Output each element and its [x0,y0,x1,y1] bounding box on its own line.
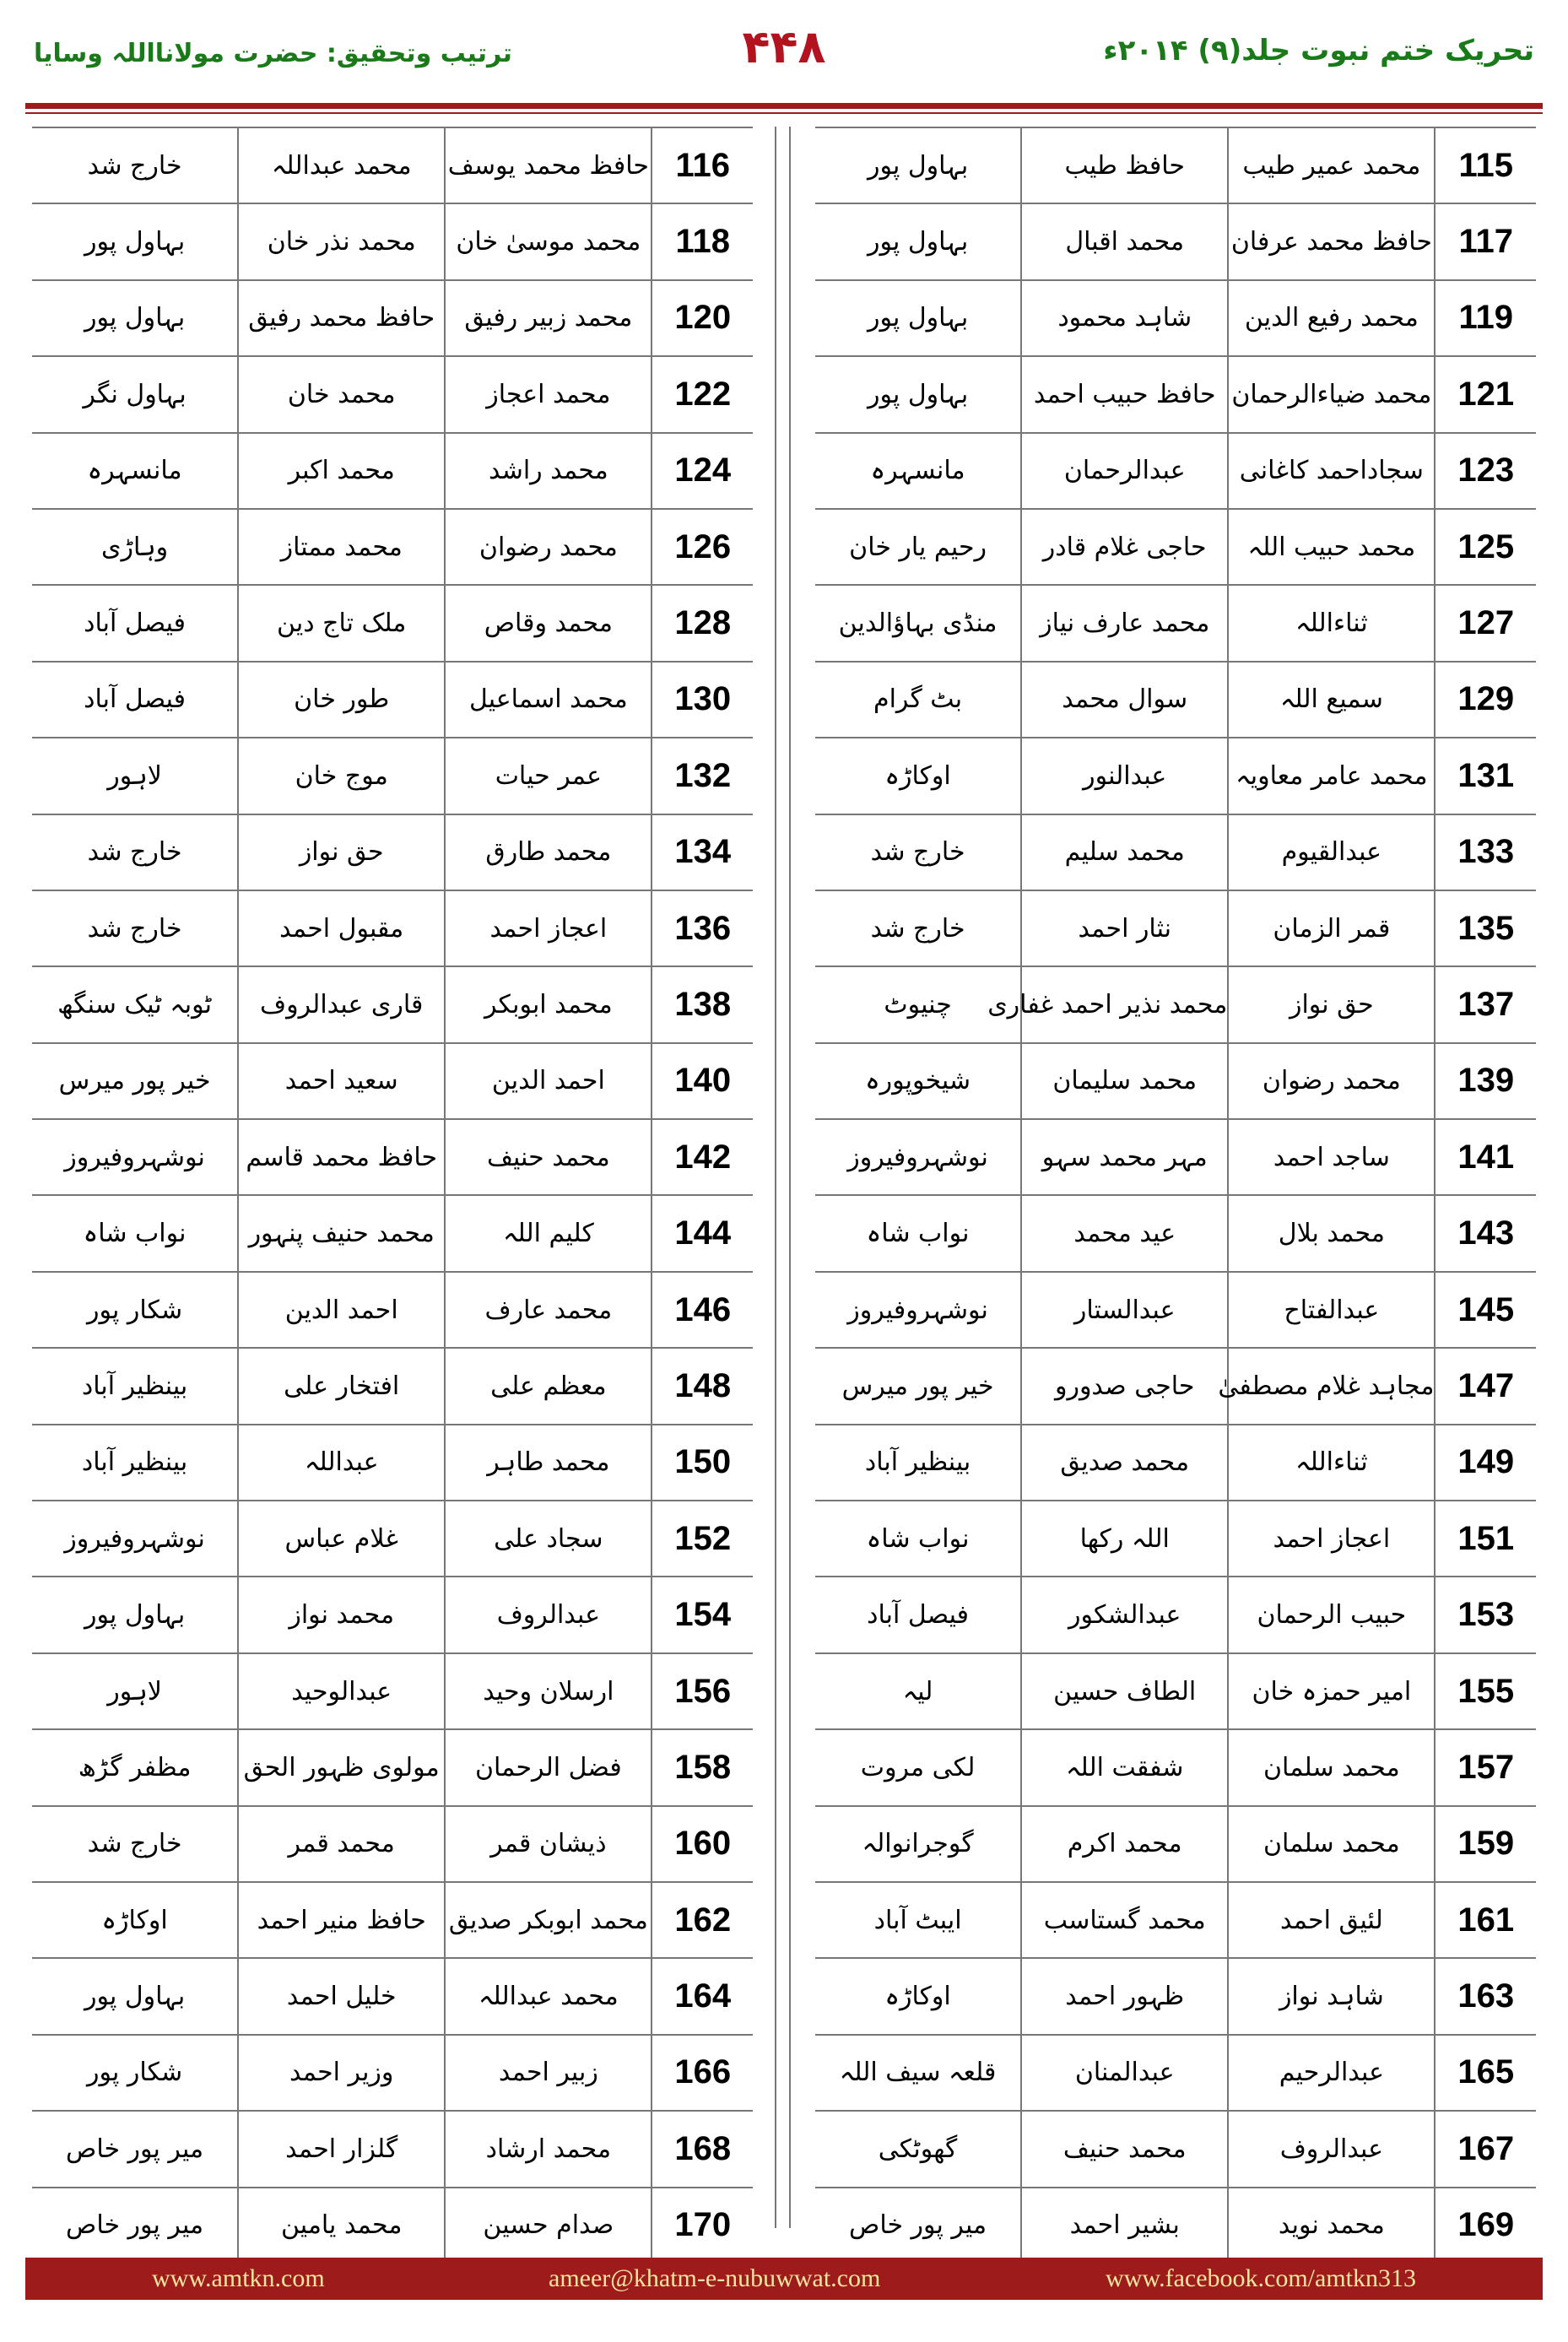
cell-name: ساجد احمد [1228,1119,1435,1195]
table-row [32,1577,753,1652]
table-right [815,127,1536,2264]
cell-serial-number: 136 [652,890,753,966]
cell-city: خارج شد [32,890,238,966]
cell-name: محمد رضوان [445,509,652,585]
table-row [815,1119,1536,1195]
table-row [815,814,1536,890]
table-row [815,1043,1536,1119]
cell-city: وہاڑی [32,509,238,585]
table-row [815,1425,1536,1501]
cell-name: محمد زبیر رفیق [445,280,652,356]
cell-father-name: حافظ حبیب احمد [1021,356,1228,432]
cell-city: ایبٹ آباد [815,1882,1021,1958]
table-row [32,356,753,432]
cell-serial-number: 145 [1435,1272,1536,1348]
table-row [32,509,753,585]
cell-serial-number: 163 [1435,1958,1536,2034]
cell-serial-number: 144 [652,1195,753,1271]
cell-serial-number: 126 [652,509,753,585]
table-row [32,890,753,966]
cell-serial-number: 119 [1435,280,1536,356]
table-row [32,738,753,814]
cell-father-name: مولوی ظہور الحق [238,1729,445,1805]
cell-father-name: حافظ محمد قاسم [238,1119,445,1195]
cell-city: بہاول پور [815,203,1021,279]
cell-serial-number: 146 [652,1272,753,1348]
cell-city: فیصل آباد [32,585,238,661]
cell-name: محمد نوید [1228,2188,1435,2264]
cell-city: بہاول پور [815,127,1021,203]
cell-name: شاہد نواز [1228,1958,1435,2034]
table-row [815,1882,1536,1958]
cell-name: فضل الرحمان [445,1729,652,1805]
cell-father-name: احمد الدین [238,1272,445,1348]
table-row [815,509,1536,585]
cell-serial-number: 122 [652,356,753,432]
cell-father-name: عبدالرحمان [1021,433,1228,509]
cell-name: عبدالرحیم [1228,2035,1435,2111]
table-row [32,1958,753,2034]
table-row [32,127,753,203]
table-row [815,1348,1536,1424]
cell-serial-number: 137 [1435,966,1536,1042]
cell-serial-number: 166 [652,2035,753,2111]
cell-city: نوشہروفیروز [32,1119,238,1195]
cell-father-name: عبدالمنان [1021,2035,1228,2111]
cell-name: لئیق احمد [1228,1882,1435,1958]
cell-serial-number: 134 [652,814,753,890]
cell-city: نوشہروفیروز [815,1272,1021,1348]
cell-name: محمد رفیع الدین [1228,280,1435,356]
cell-city: خارج شد [32,814,238,890]
cell-father-name: اللہ رکھا [1021,1501,1228,1577]
cell-name: ثناءاللہ [1228,585,1435,661]
cell-serial-number: 159 [1435,1806,1536,1882]
cell-father-name: محمد ممتاز [238,509,445,585]
cell-city: اوکاڑہ [815,738,1021,814]
cell-father-name: وزیر احمد [238,2035,445,2111]
cell-serial-number: 132 [652,738,753,814]
cell-father-name: عبدالشکور [1021,1577,1228,1652]
cell-father-name: ظہور احمد [1021,1958,1228,2034]
table-row [815,662,1536,738]
table-row [32,814,753,890]
cell-serial-number: 160 [652,1806,753,1882]
cell-father-name: محمد سلیمان [1021,1043,1228,1119]
cell-serial-number: 115 [1435,127,1536,203]
book-title: تحریک ختم نبوت جلد(۹) ۲۰۱۴ء [1103,34,1534,68]
cell-city: ٹوبہ ٹیک سنگھ [32,966,238,1042]
cell-name: صدام حسین [445,2188,652,2264]
cell-serial-number: 124 [652,433,753,509]
cell-city: میر پور خاص [32,2188,238,2264]
cell-city: چنیوٹ [815,966,1021,1042]
table-row [815,1729,1536,1805]
cell-city: خیر پور میرس [815,1348,1021,1424]
compiler-credit: ترتیب وتحقیق: حضرت مولانااللہ وسایا [34,39,512,68]
cell-serial-number: 157 [1435,1729,1536,1805]
table-row [815,1577,1536,1652]
cell-serial-number: 117 [1435,203,1536,279]
cell-city: لاہور [32,1653,238,1729]
cell-city: بہاول پور [32,280,238,356]
cell-city: بہاول پور [32,1958,238,2034]
cell-city: رحیم یار خان [815,509,1021,585]
cell-name: احمد الدین [445,1043,652,1119]
cell-city: شکار پور [32,1272,238,1348]
table-row [815,2188,1536,2264]
cell-name: محمد اعجاز [445,356,652,432]
cell-father-name: عبداللہ [238,1425,445,1501]
cell-serial-number: 168 [652,2111,753,2187]
cell-father-name: موج خان [238,738,445,814]
cell-city: گھوٹکی [815,2111,1021,2187]
cell-name: عبدالروف [1228,2111,1435,2187]
cell-serial-number: 156 [652,1653,753,1729]
cell-father-name: محمد نذر خان [238,203,445,279]
cell-serial-number: 128 [652,585,753,661]
cell-father-name: محمد حنیف پنہور [238,1195,445,1271]
cell-city: خارج شد [815,814,1021,890]
cell-city: بہاول پور [815,356,1021,432]
cell-name: حافظ محمد عرفان [1228,203,1435,279]
table-row [815,1195,1536,1271]
cell-city: میر پور خاص [815,2188,1021,2264]
cell-name: محمد حنیف [445,1119,652,1195]
cell-serial-number: 153 [1435,1577,1536,1652]
cell-city: خیر پور میرس [32,1043,238,1119]
table-row [32,585,753,661]
cell-name: محمد راشد [445,433,652,509]
cell-name: اعجاز احمد [445,890,652,966]
cell-city: شیخوپورہ [815,1043,1021,1119]
cell-city: بٹ گرام [815,662,1021,738]
cell-father-name: بشیر احمد [1021,2188,1228,2264]
cell-father-name: عید محمد [1021,1195,1228,1271]
cell-father-name: شاہد محمود [1021,280,1228,356]
cell-serial-number: 165 [1435,2035,1536,2111]
cell-father-name: عبدالنور [1021,738,1228,814]
cell-city: خارج شد [32,1806,238,1882]
table-row [815,1501,1536,1577]
cell-name: قمر الزمان [1228,890,1435,966]
table-row [32,2035,753,2111]
cell-serial-number: 148 [652,1348,753,1424]
cell-city: نوشہروفیروز [32,1501,238,1577]
cell-city: منڈی بہاؤالدین [815,585,1021,661]
cell-father-name: حاجی صدورو [1021,1348,1228,1424]
cell-city: بہاول نگر [32,356,238,432]
cell-name: معظم علی [445,1348,652,1424]
table-row [32,1195,753,1271]
cell-city: لیہ [815,1653,1021,1729]
footer-facebook[interactable]: www.facebook.com/amtkn313 [1106,2264,1416,2292]
cell-father-name: محمد قمر [238,1806,445,1882]
cell-serial-number: 150 [652,1425,753,1501]
cell-name: محمد حبیب اللہ [1228,509,1435,585]
cell-father-name: گلزار احمد [238,2111,445,2187]
cell-name: محمد ابوبکر [445,966,652,1042]
cell-city: لاہور [32,738,238,814]
cell-serial-number: 118 [652,203,753,279]
cell-name: محمد طاہر [445,1425,652,1501]
cell-name: عبدالروف [445,1577,652,1652]
table-left [32,127,753,2264]
cell-city: نواب شاہ [32,1195,238,1271]
cell-name: محمد رضوان [1228,1043,1435,1119]
table-row [815,966,1536,1042]
cell-serial-number: 131 [1435,738,1536,814]
cell-city: بہاول پور [32,1577,238,1652]
cell-city: بہاول پور [815,280,1021,356]
cell-name: ذیشان قمر [445,1806,652,1882]
page-number: ۴۴۸ [742,20,826,73]
table-row [815,585,1536,661]
cell-father-name: محمد عبداللہ [238,127,445,203]
cell-father-name: طور خان [238,662,445,738]
cell-father-name: محمد نواز [238,1577,445,1652]
cell-father-name: افتخار علی [238,1348,445,1424]
cell-father-name: حق نواز [238,814,445,890]
cell-city: خارج شد [32,127,238,203]
table-row [32,280,753,356]
cell-name: ثناءاللہ [1228,1425,1435,1501]
table-row [815,2111,1536,2187]
cell-name: محمد عمیر طیب [1228,127,1435,203]
cell-city: نواب شاہ [815,1501,1021,1577]
cell-father-name: مقبول احمد [238,890,445,966]
table-row [32,1348,753,1424]
cell-father-name: محمد یامین [238,2188,445,2264]
table-row [815,1653,1536,1729]
column-divider [775,127,776,2228]
cell-name: محمد ابوبکر صدیق [445,1882,652,1958]
table-row [815,1806,1536,1882]
cell-serial-number: 133 [1435,814,1536,890]
cell-father-name: عبدالوحید [238,1653,445,1729]
table-row [815,203,1536,279]
table-row [815,127,1536,203]
table-row [32,2111,753,2187]
cell-name: اعجاز احمد [1228,1501,1435,1577]
cell-city: اوکاڑہ [32,1882,238,1958]
cell-name: عبدالقیوم [1228,814,1435,890]
footer-website[interactable]: www.amtkn.com [152,2264,325,2292]
cell-father-name: محمد نذیر احمد غفاری [1021,966,1228,1042]
cell-father-name: مہر محمد سہو [1021,1119,1228,1195]
cell-city: خارج شد [815,890,1021,966]
cell-city: فیصل آباد [32,662,238,738]
cell-serial-number: 164 [652,1958,753,2034]
cell-father-name: سعید احمد [238,1043,445,1119]
cell-serial-number: 139 [1435,1043,1536,1119]
table-row [815,738,1536,814]
cell-serial-number: 152 [652,1501,753,1577]
header-rule-thin [25,112,1543,114]
cell-city: مانسہرہ [815,433,1021,509]
cell-serial-number: 123 [1435,433,1536,509]
cell-name: محمد سلمان [1228,1806,1435,1882]
cell-father-name: محمد صدیق [1021,1425,1228,1501]
cell-name: حق نواز [1228,966,1435,1042]
cell-city: مانسہرہ [32,433,238,509]
cell-father-name: محمد عارف نیاز [1021,585,1228,661]
cell-name: حافظ محمد یوسف [445,127,652,203]
cell-name: محمد عامر معاویہ [1228,738,1435,814]
cell-serial-number: 167 [1435,2111,1536,2187]
cell-serial-number: 116 [652,127,753,203]
cell-name: حبیب الرحمان [1228,1577,1435,1652]
cell-city: نواب شاہ [815,1195,1021,1271]
cell-city: بینظیر آباد [32,1425,238,1501]
page-header [0,0,1568,118]
table-row [32,966,753,1042]
cell-father-name: محمد سلیم [1021,814,1228,890]
cell-serial-number: 120 [652,280,753,356]
cell-father-name: ملک تاج دین [238,585,445,661]
cell-father-name: خلیل احمد [238,1958,445,2034]
cell-father-name: محمد خان [238,356,445,432]
cell-father-name: عبدالستار [1021,1272,1228,1348]
cell-name: سمیع اللہ [1228,662,1435,738]
cell-serial-number: 127 [1435,585,1536,661]
cell-name: مجاہد غلام مصطفیٰ [1228,1348,1435,1424]
cell-name: محمد موسیٰ خان [445,203,652,279]
cell-serial-number: 155 [1435,1653,1536,1729]
table-row [32,1119,753,1195]
table-row [32,1729,753,1805]
cell-name: کلیم اللہ [445,1195,652,1271]
cell-serial-number: 169 [1435,2188,1536,2264]
cell-father-name: غلام عباس [238,1501,445,1577]
cell-name: محمد سلمان [1228,1729,1435,1805]
cell-name: سجاد علی [445,1501,652,1577]
cell-city: گوجرانوالہ [815,1806,1021,1882]
cell-father-name: الطاف حسین [1021,1653,1228,1729]
cell-name: محمد طارق [445,814,652,890]
cell-name: عبدالفتاح [1228,1272,1435,1348]
cell-serial-number: 161 [1435,1882,1536,1958]
cell-serial-number: 158 [652,1729,753,1805]
cell-city: قلعہ سیف اللہ [815,2035,1021,2111]
cell-father-name: محمد گستاسب [1021,1882,1228,1958]
table-row [815,2035,1536,2111]
table-row [32,2188,753,2264]
cell-father-name: محمد اقبال [1021,203,1228,279]
cell-name: زبیر احمد [445,2035,652,2111]
cell-father-name: محمد اکرم [1021,1806,1228,1882]
cell-name: محمد عبداللہ [445,1958,652,2034]
cell-name: ارسلان وحید [445,1653,652,1729]
table-row [32,203,753,279]
table-row [815,356,1536,432]
cell-serial-number: 129 [1435,662,1536,738]
cell-serial-number: 147 [1435,1348,1536,1424]
cell-name: عمر حیات [445,738,652,814]
header-rule-thick [25,103,1543,109]
cell-name: محمد اسماعیل [445,662,652,738]
cell-father-name: حافظ محمد رفیق [238,280,445,356]
cell-father-name: شفقت اللہ [1021,1729,1228,1805]
cell-serial-number: 130 [652,662,753,738]
cell-name: امیر حمزہ خان [1228,1653,1435,1729]
cell-serial-number: 135 [1435,890,1536,966]
cell-city: نوشہروفیروز [815,1119,1021,1195]
cell-serial-number: 154 [652,1577,753,1652]
column-divider [789,127,791,2228]
cell-serial-number: 149 [1435,1425,1536,1501]
cell-city: شکار پور [32,2035,238,2111]
cell-serial-number: 143 [1435,1195,1536,1271]
table-row [32,1425,753,1501]
cell-city: فیصل آباد [815,1577,1021,1652]
cell-serial-number: 151 [1435,1501,1536,1577]
table-row [32,1653,753,1729]
footer-email[interactable]: ameer@khatm-e-nubuwwat.com [549,2264,881,2292]
cell-city: میر پور خاص [32,2111,238,2187]
table-row [32,1501,753,1577]
cell-serial-number: 162 [652,1882,753,1958]
table-row [32,1272,753,1348]
cell-father-name: نثار احمد [1021,890,1228,966]
cell-city: بہاول پور [32,203,238,279]
table-row [32,1043,753,1119]
table-row [32,433,753,509]
table-row [32,662,753,738]
cell-serial-number: 138 [652,966,753,1042]
cell-father-name: حافظ طیب [1021,127,1228,203]
cell-name: محمد ضیاءالرحمان [1228,356,1435,432]
cell-name: سجاداحمد کاغانی [1228,433,1435,509]
cell-serial-number: 141 [1435,1119,1536,1195]
cell-father-name: محمد اکبر [238,433,445,509]
cell-city: مظفر گڑھ [32,1729,238,1805]
cell-city: بینظیر آباد [32,1348,238,1424]
page-footer [25,2258,1543,2300]
cell-serial-number: 140 [652,1043,753,1119]
cell-serial-number: 142 [652,1119,753,1195]
table-row [815,890,1536,966]
student-list [32,127,1536,2244]
cell-name: محمد وقاص [445,585,652,661]
cell-father-name: محمد حنیف [1021,2111,1228,2187]
cell-serial-number: 121 [1435,356,1536,432]
cell-name: محمد عارف [445,1272,652,1348]
table-row [815,433,1536,509]
table-row [815,1272,1536,1348]
table-row [32,1882,753,1958]
cell-city: بینظیر آباد [815,1425,1021,1501]
cell-name: محمد ارشاد [445,2111,652,2187]
cell-name: محمد بلال [1228,1195,1435,1271]
cell-father-name: سوال محمد [1021,662,1228,738]
table-row [815,280,1536,356]
cell-father-name: حاجی غلام قادر [1021,509,1228,585]
cell-city: اوکاڑہ [815,1958,1021,2034]
cell-father-name: قاری عبدالروف [238,966,445,1042]
cell-serial-number: 125 [1435,509,1536,585]
cell-serial-number: 170 [652,2188,753,2264]
cell-city: لکی مروت [815,1729,1021,1805]
cell-father-name: حافظ منیر احمد [238,1882,445,1958]
table-row [32,1806,753,1882]
table-row [815,1958,1536,2034]
